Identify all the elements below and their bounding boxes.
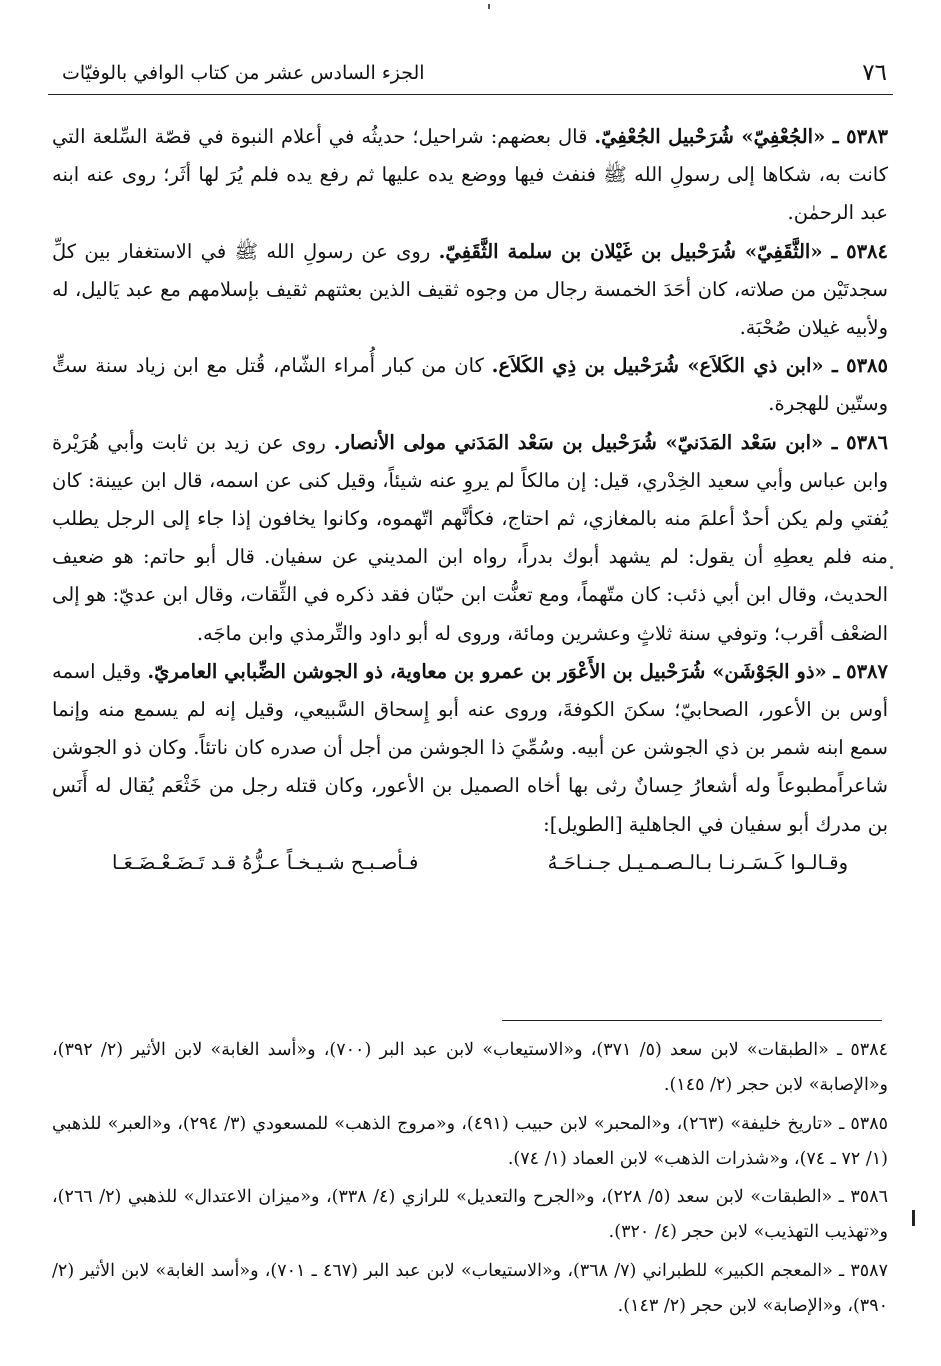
entry-heading: ٥٣٨٦ ـ «ابن سَعْد المَدَنيّ» شُرَحْبيل بن سَعْد المَدَني مولى الأنصار.: [333, 430, 888, 454]
entry: [52, 653, 888, 844]
verse-second-hemistich: فـأصـبـح شـيـخـاً عـزُّهُ قـد تَـضَـعْـضَـعَـا: [112, 850, 419, 874]
running-title: الجزء السادس عشر من كتاب الوافي بالوفيّات: [62, 62, 425, 84]
entry-text: روى عن زيد بن ثابت وأبي هُرَيْرة وابن عباس وأبي سعيد الخِدْري، قيل: إن مالكاً لم يروِ عنه شيئاً، وقيل كنى عن اسمه، قال ابن عيينة: كان يُفتي ولم يكن أحدٌ أعلمَ منه بالمغازي، ثم احتاج، فكأنَّهم اتّهموه، وكانوا يخافون إذا جاء إلى الرجل يطلب منه فلم يعطِهِ أن يقول: لم يشهد أبوك بدراً، رواه ابن المديني عن سفيان. قال أبو حاتم: هو ضعيف الحديث، وقال ابن أبي ذئب: كان متّهماً، ومع تعنُّت ابن حبّان فقد ذكره في الثِّقات، وقال ابن عديّ: هو إلى الضعْف أقرب؛ وتوفي سنة ثلاثٍ وعشرين ومائة، وروى له أبو داود والتِّرمذي وابن ماجَه.: [52, 430, 888, 645]
entry-heading: ٥٣٨٥ ـ «ابن ذي الكَلاَع» شُرَحْبيل بن ذِي الكَلاَع.: [491, 354, 888, 378]
footnote: ٥٣٨٥ ـ «تاريخ خليفة» (٢٦٣)، و«المحبر» لابن حبيب (٤٩١)، و«مروج الذهب» للمسعودي (٣/ ٢٩٤)، و«العبر» للذهبي (١/ ٧٢ ـ ٧٤)، و«شذرات الذهب» لابن العماد (١/ ٧٤).: [52, 1113, 888, 1169]
page-number: ٧٦: [862, 60, 887, 86]
footnote: ٥٣٨٤ ـ «الطبقات» لابن سعد (٥/ ٣٧١)، و«الاستيعاب» لابن عبد البر (٧٠٠)، و«أسد الغابة» لابن الأثير (٢/ ٣٩٢)، و«الإصابة» لابن حجر (٢/ ١٤٥).: [52, 1040, 888, 1096]
entry: [52, 347, 888, 423]
footnote: ٣٥٨٦ ـ «الطبقات» لابن سعد (٥/ ٢٢٨)، و«الجرح والتعديل» للرازي (٤/ ٣٣٨)، و«ميزان الاعتدال» للذهبي (٢/ ٢٦٦)، و«تهذيب التهذيب» لابن حجر (٤/ ٣٢٠).: [52, 1187, 888, 1243]
entry-heading: ٥٣٨٧ ـ «ذو الجَوْشَن» شُرَحْبيل بن الأَعْوَر بن عمرو بن معاوية، ذو الجوشن الضِّبابي العامريّ.: [147, 659, 888, 683]
entry-text: كان من كبار أُمراء الشّام، قُتل مع ابن زياد سنة ستٍّ وستّين للهجرة.: [52, 354, 888, 416]
scan-speck: [488, 4, 490, 9]
entry-text: قال بعضهم: شراحيل؛ حديثُه في أعلام النبوة في قصّة السِّلعة التي كانت به، شكاها إلى رسولِ الله ﷺ فنفث فيها ووضع يده عليها ثم رفع يده فلم يُرَ لها أثَر؛ روى عنه ابنه عبد الرحمٰن.: [52, 125, 888, 225]
entry: [52, 233, 888, 348]
entry-text: وقيل اسمه أوس بن الأعور، الصحابيّ؛ سكنَ الكوفةَ، وروى عنه أبو إِسحاق السَّبيعي، وقيل إنه لم يسمع منه وإنما سمع ابنه شمر بن ذي الجوشن عن أبيه. وسُمِّيَ ذا الجوشن من أجل أن صدره كان ناتئاً. وكان ذو الجوشن شاعراًمطبوعاً وله أشعارُ حِسانٌ رثى بها أخاه الصميل بن الأعور، وكان قتله رجل من خَثْعَم يُقال له أَنَس بن مدرك أبو سفيان في الجاهلية [الطويل]:: [52, 659, 888, 836]
margin-mark: [912, 1210, 915, 1226]
footnote-divider: [502, 1020, 882, 1021]
scan-speck: [890, 566, 893, 569]
entry: [52, 424, 888, 653]
footnotes: [52, 1033, 888, 1327]
entry: [52, 118, 888, 233]
poetry-verse: [52, 844, 888, 882]
main-text: [52, 118, 888, 882]
running-header: [48, 54, 893, 95]
verse-first-hemistich: وقـالـوا كَـسَـرنـا بـالـصـمـيـل جـنـاحَـهُ: [547, 850, 848, 874]
entry-heading: ٥٣٨٣ ـ «الجُعْفِيّ» شُرَحْبيل الجُعْفِيّ.: [594, 125, 888, 148]
footnote: ٣٥٨٧ ـ «المعجم الكبير» للطبراني (٧/ ٣٦٨)، و«الاستيعاب» لابن عبد البر (٤٦٧ ـ ٧٠١)، و«أسد الغابة» لابن الأثير (٢/ ٣٩٠)، و«الإصابة» لابن حجر (٢/ ١٤٣).: [52, 1260, 888, 1317]
entry-text: روى عن رسولِ الله ﷺ في الاستغفار بين كلِّ سجدتَيْن من صلاته، كان أحَدَ الخمسة رجال من وجوه ثقيف الذين بعثتهم ثقيف بإسلامهم مع عبد يَاليل، له ولأبيه غيلان صُحْبَة.: [52, 239, 888, 340]
entry-heading: ٥٣٨٤ ـ «الثَّقَفِيّ» شُرَحْبيل بن غَيْلان بن سلمة الثَّقَفِيّ.: [438, 239, 888, 263]
